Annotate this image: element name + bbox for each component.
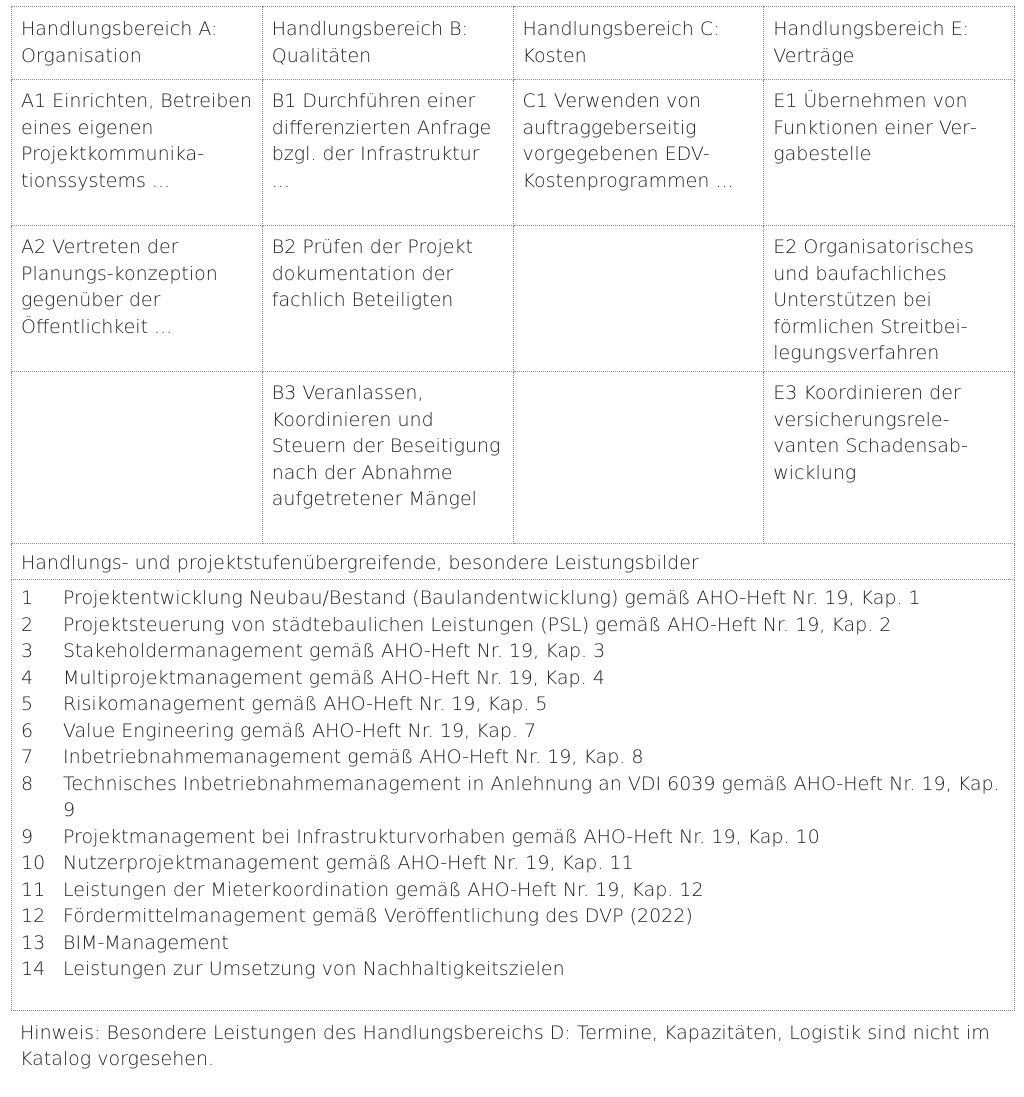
cell-a3 (12, 372, 263, 544)
table-row (12, 80, 1015, 226)
item-number: 10 (21, 852, 46, 874)
item-text: Stakeholdermanagement gemäß AHO-Heft Nr. 19, Kap. 3 (63, 640, 606, 662)
item-number: 1 (21, 587, 34, 609)
footnote-hint: Hinweis: Besondere Leistungen des Handlungsbereichs D: Termine, Kapazitäten, Logistik sind nicht im Katalog vorgesehen. (20, 1022, 990, 1070)
item-text: Multiprojektmanagement gemäß AHO-Heft Nr. 19, Kap. 4 (63, 666, 605, 689)
header-col-a: Handlungsbereich A: Organisation (12, 7, 263, 80)
header-col-c: Handlungsbereich C: Kosten (513, 7, 764, 80)
cell-a1: A1 Einrichten, Betreiben eines eigenen Projektkommunikationssystems ... (12, 80, 263, 226)
cell-c1: C1 Verwenden von auftraggeberseitig vorgegebenen EDV-Kostenprogrammen ... (513, 80, 764, 226)
list-item (21, 930, 1005, 957)
item-text: Leistungen der Mieterkoordination gemäß AHO-Heft Nr. 19, Kap. 12 (63, 878, 704, 901)
cell-b2: B2 Prüfen der Projekt dokumentation der fachlich Beteiligten (262, 226, 513, 372)
list-item (21, 665, 1005, 692)
item-text: Projektmanagement bei Infrastrukturvorhaben gemäß AHO-Heft Nr. 19, Kap. 10 (63, 825, 820, 848)
list-row (12, 580, 1015, 1011)
list-item (21, 585, 1005, 612)
item-text: Risikomanagement gemäß AHO-Heft Nr. 19, Kap. 5 (63, 693, 548, 715)
cell-a2: A2 Vertreten der Planungs-konzeption gegenüber der Öffentlichkeit ... (12, 226, 263, 372)
item-number: 11 (21, 878, 46, 901)
item-number: 14 (21, 958, 46, 980)
item-text: Inbetriebnahmemanagement gemäß AHO-Heft Nr. 19, Kap. 8 (63, 746, 644, 768)
header-row (12, 7, 1015, 80)
item-number: 9 (21, 825, 34, 848)
cell-e2: E2 Organisatorisches und baufachliches Unterstützen bei förmlichen Streitbeilegungsverfahren (764, 226, 1015, 372)
list-item (21, 691, 1005, 718)
item-text: Projektsteuerung von städtebaulichen Leistungen (PSL) gemäß AHO-Heft Nr. 19, Kap. 2 (63, 613, 892, 636)
item-text: Projektentwicklung Neubau/Bestand (Baulandentwicklung) gemäß AHO-Heft Nr. 19, Kap. 1 (63, 587, 921, 609)
cell-b1: B1 Durchführen einer differenzierten Anfrage bzgl. der Infrastruktur ... (262, 80, 513, 226)
cell-c2 (513, 226, 764, 372)
section-row (12, 544, 1015, 580)
cell-e3: E3 Koordinieren der versicherungsrelevanten Schadensabwicklung (764, 372, 1015, 544)
section-title: Handlungs- und projektstufenübergreifende, besondere Leistungsbilder (12, 544, 1015, 580)
list-item (21, 850, 1005, 877)
item-number: 3 (21, 640, 34, 662)
cell-b3: B3 Veranlassen, Koordinieren und Steuern der Beseitigung nach der Abnahme aufgetretener Mängel (262, 372, 513, 544)
item-text: Value Engineering gemäß AHO-Heft Nr. 19, Kap. 7 (63, 719, 537, 742)
table-row (12, 372, 1015, 544)
item-text: Technisches Inbetriebnahmemanagement in Anlehnung an VDI 6039 gemäß AHO-Heft Nr. 19, Kap. 9 (63, 772, 1000, 821)
document (11, 6, 1015, 1072)
item-number: 4 (21, 666, 34, 689)
cell-e1: E1 Übernehmen von Funktionen einer Vergabestelle (764, 80, 1015, 226)
list-item (21, 824, 1005, 851)
item-number: 7 (21, 746, 34, 768)
header-col-e: Handlungsbereich E: Verträge (764, 7, 1015, 80)
table-row (12, 226, 1015, 372)
header-col-b: Handlungsbereich B: Qualitäten (262, 7, 513, 80)
item-text: Fördermittelmanagement gemäß Veröffentlichung des DVP (2022) (63, 905, 693, 927)
list-item (21, 903, 1005, 930)
list-item (21, 956, 1005, 983)
item-number: 8 (21, 772, 34, 795)
leistungsbilder-table (11, 6, 1015, 1011)
list-item (21, 771, 1005, 824)
item-number: 5 (21, 693, 34, 715)
item-text: Leistungen zur Umsetzung von Nachhaltigkeitszielen (63, 958, 565, 980)
list-item (21, 612, 1005, 639)
item-number: 6 (21, 719, 34, 742)
cell-c3 (513, 372, 764, 544)
item-number: 2 (21, 613, 34, 636)
item-number: 12 (21, 905, 46, 927)
list-item (21, 638, 1005, 665)
leistungsbilder-list (12, 580, 1015, 1011)
item-number: 13 (21, 931, 46, 954)
item-text: Nutzerprojektmanagement gemäß AHO-Heft Nr. 19, Kap. 11 (63, 852, 634, 874)
item-text: BIM-Management (63, 931, 229, 954)
list-item (21, 718, 1005, 745)
list-item (21, 877, 1005, 904)
list-item (21, 744, 1005, 771)
